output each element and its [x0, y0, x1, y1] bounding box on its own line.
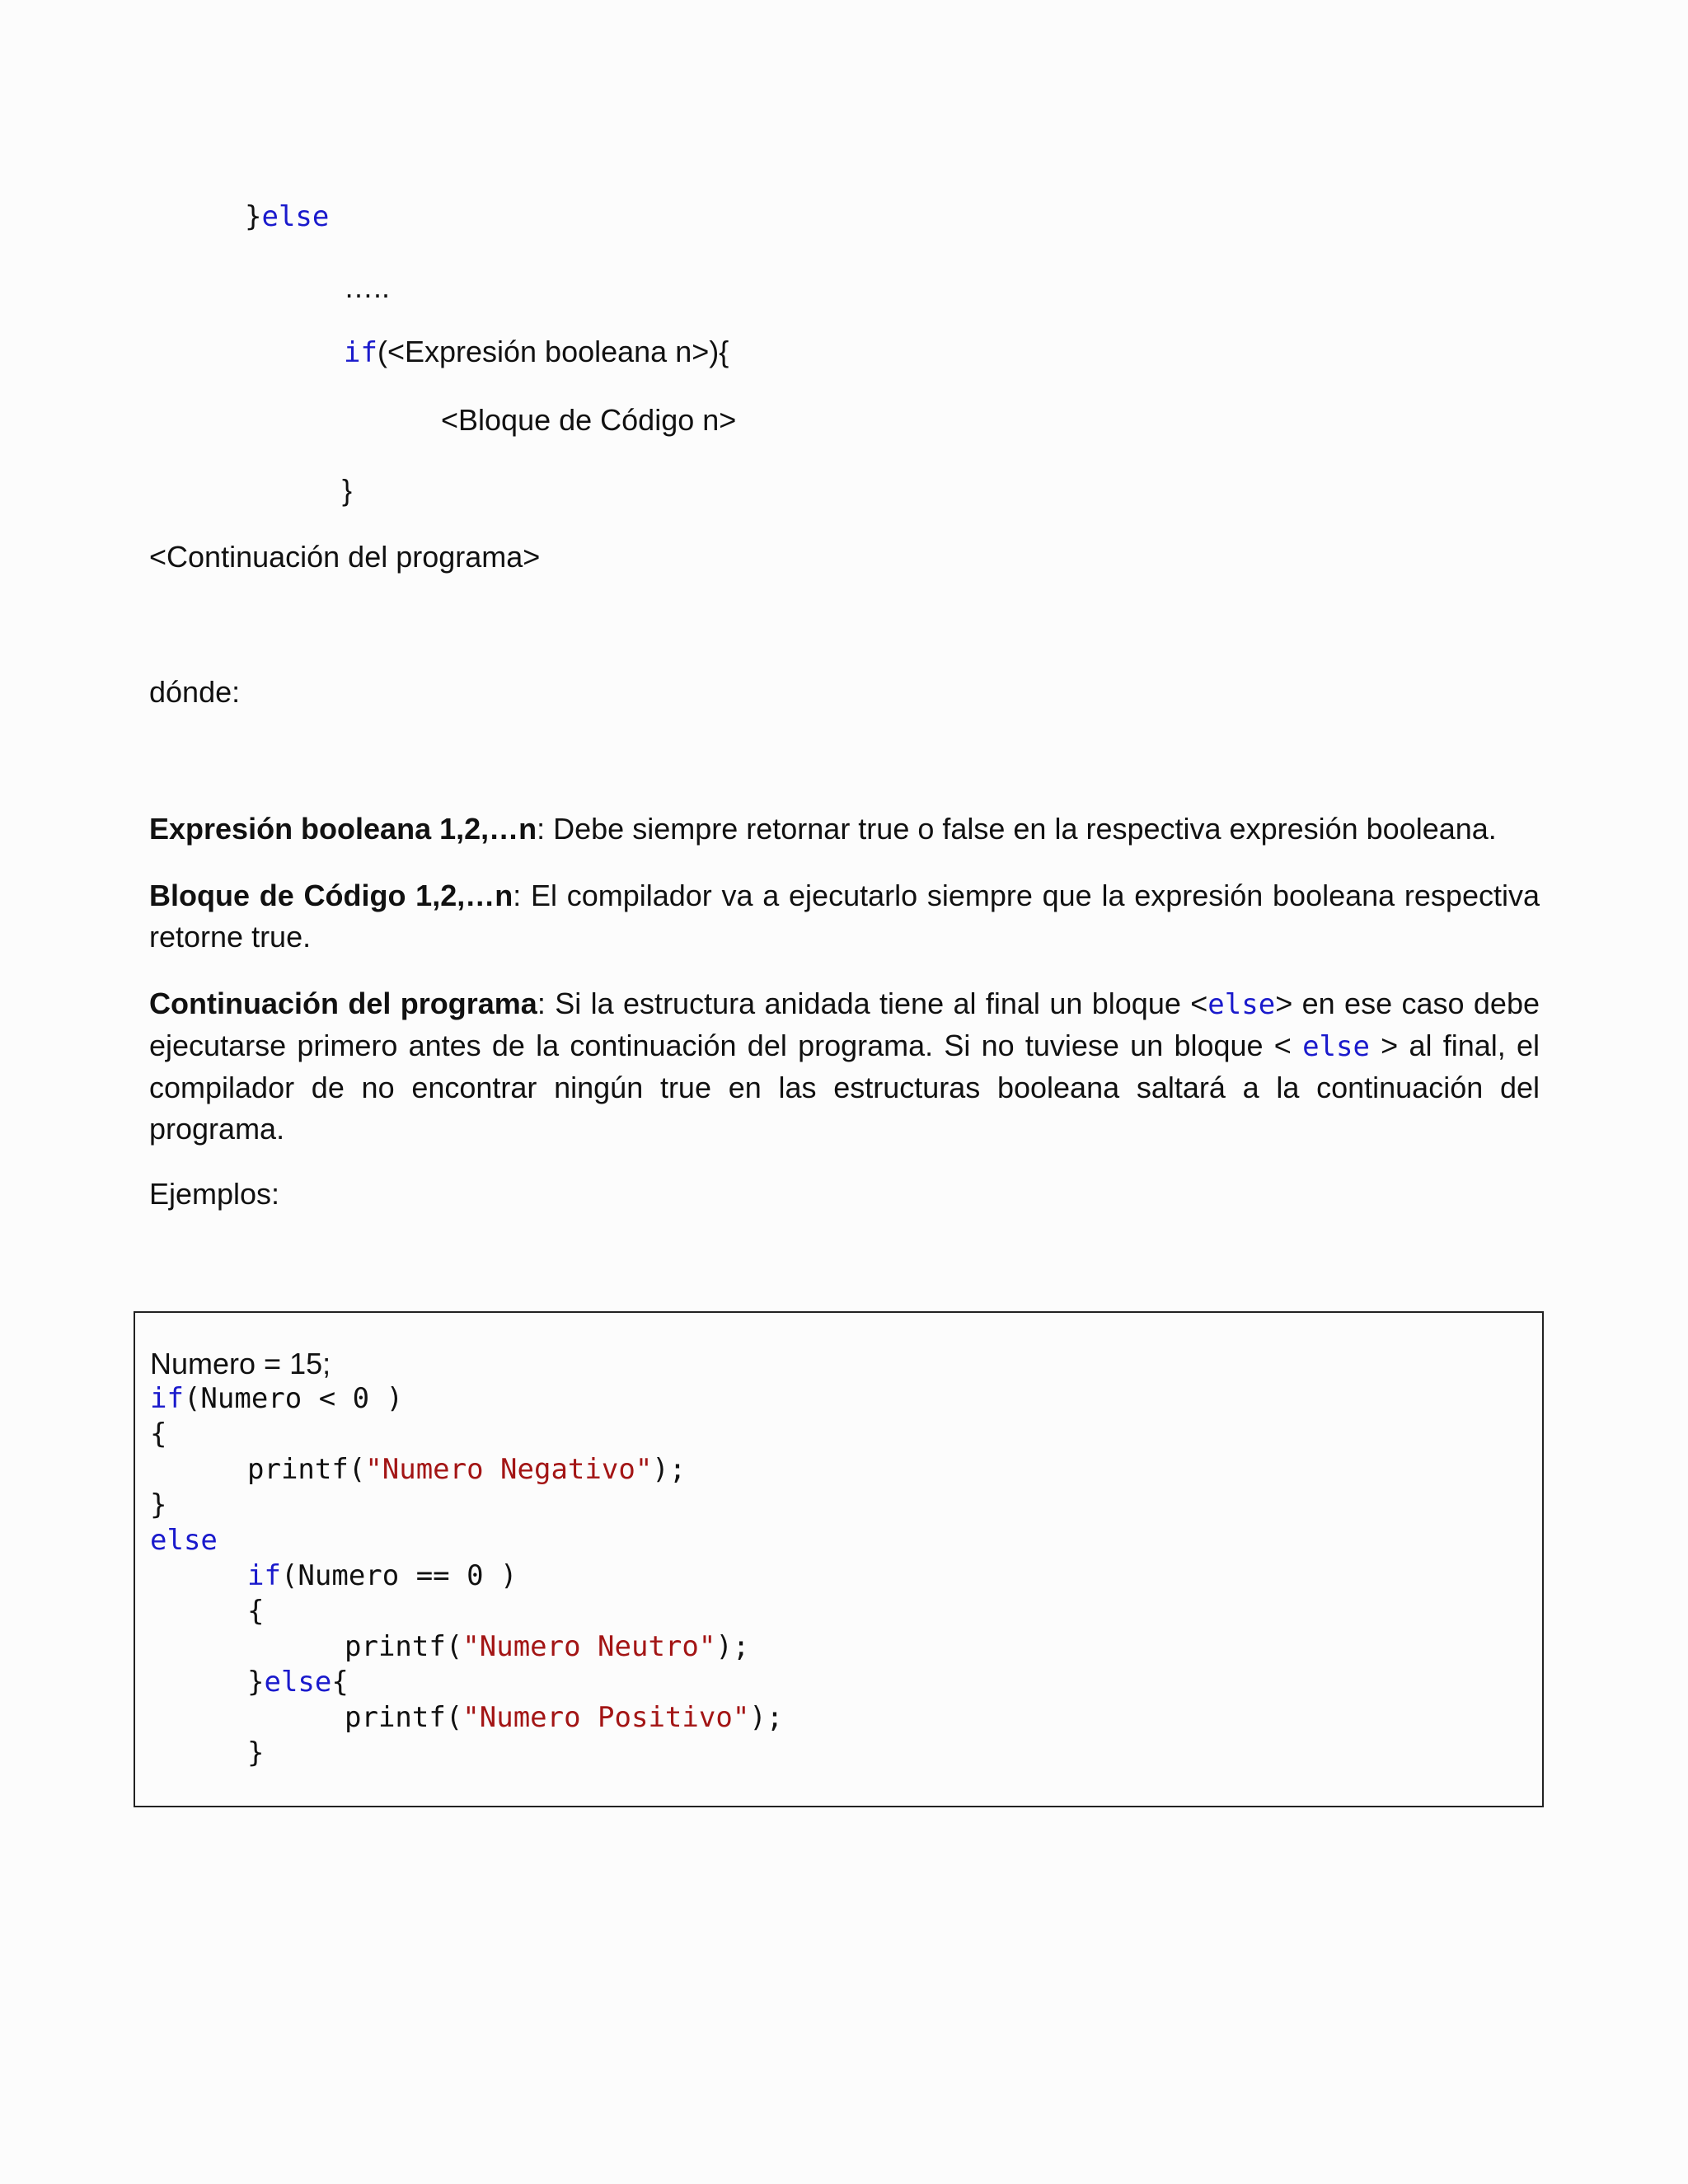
if-condition-text: (<Expresión booleana n>){ — [377, 335, 729, 368]
definition-text: : Si la estructura anidada tiene al final un bloque < — [537, 987, 1208, 1020]
definition-continuation — [149, 983, 1540, 1150]
string-literal: "Numero Negativo" — [365, 1453, 653, 1486]
code-text: } — [247, 1666, 265, 1699]
syntax-else-line — [245, 199, 329, 235]
else-keyword: else — [1302, 1030, 1370, 1063]
code-line-4 — [247, 1452, 686, 1488]
code-line-5: } — [150, 1488, 167, 1521]
code-text: (Numero < 0 ) — [183, 1382, 404, 1415]
continuation-line: <Continuación del programa> — [149, 540, 541, 574]
syntax-if-line — [344, 334, 729, 371]
code-text: ); — [652, 1453, 687, 1486]
code-text: printf( — [247, 1453, 366, 1486]
code-line-2 — [150, 1381, 403, 1417]
definition-code-block — [149, 875, 1540, 958]
donde-label: dónde: — [149, 675, 241, 709]
else-keyword: else — [1207, 988, 1276, 1021]
code-line-6: else — [150, 1524, 218, 1557]
code-text: (Numero == 0 ) — [280, 1559, 518, 1592]
code-line-8: { — [247, 1595, 265, 1628]
code-line-1: Numero = 15; — [150, 1347, 331, 1380]
string-literal: "Numero Positivo" — [462, 1701, 750, 1734]
definition-term: Expresión booleana 1,2,…n — [149, 812, 537, 846]
definition-text: > en ese caso debe ejecutarse primero antes de la continuación del programa. Si no tuviese un bloque < — [149, 987, 1540, 1062]
definition-term: Continuación del programa — [149, 987, 537, 1020]
else-keyword: else — [261, 200, 330, 233]
if-keyword: if — [150, 1382, 184, 1415]
definition-term: Bloque de Código 1,2,…n — [149, 879, 513, 912]
code-line-7 — [247, 1558, 518, 1594]
code-line-10 — [247, 1665, 349, 1700]
code-text: ); — [715, 1630, 750, 1663]
definition-text: : Debe siempre retornar true o false en la respectiva expresión booleana. — [537, 812, 1497, 846]
if-keyword: if — [344, 336, 377, 369]
code-text: { — [331, 1666, 349, 1699]
code-text: printf( — [345, 1630, 463, 1663]
if-keyword: if — [247, 1559, 281, 1592]
code-line-3: { — [150, 1418, 167, 1451]
ejemplos-label: Ejemplos: — [149, 1177, 280, 1211]
else-keyword: else — [264, 1666, 332, 1699]
string-literal: "Numero Neutro" — [462, 1630, 716, 1663]
definition-boolean-expression — [149, 808, 1540, 850]
code-text: ); — [749, 1701, 784, 1734]
close-brace-line: } — [342, 473, 353, 507]
code-text: printf( — [345, 1701, 463, 1734]
code-line-9 — [345, 1629, 749, 1665]
code-line-11 — [345, 1700, 783, 1736]
example-code-box — [134, 1311, 1544, 1807]
code-line-12: } — [247, 1736, 265, 1769]
definition-text: : El compilador va a ejecutarlo siempre que la expresión booleana respectiva retorne true. — [149, 879, 1540, 954]
definition-text: > al final, el compilador de no encontrar ningún true en las estructuras booleana saltará a la continuación del programa. — [149, 1029, 1540, 1146]
brace-text: } — [245, 200, 262, 233]
ellipsis-line: ….. — [344, 270, 391, 304]
block-n-line: <Bloque de Código n> — [441, 403, 737, 437]
